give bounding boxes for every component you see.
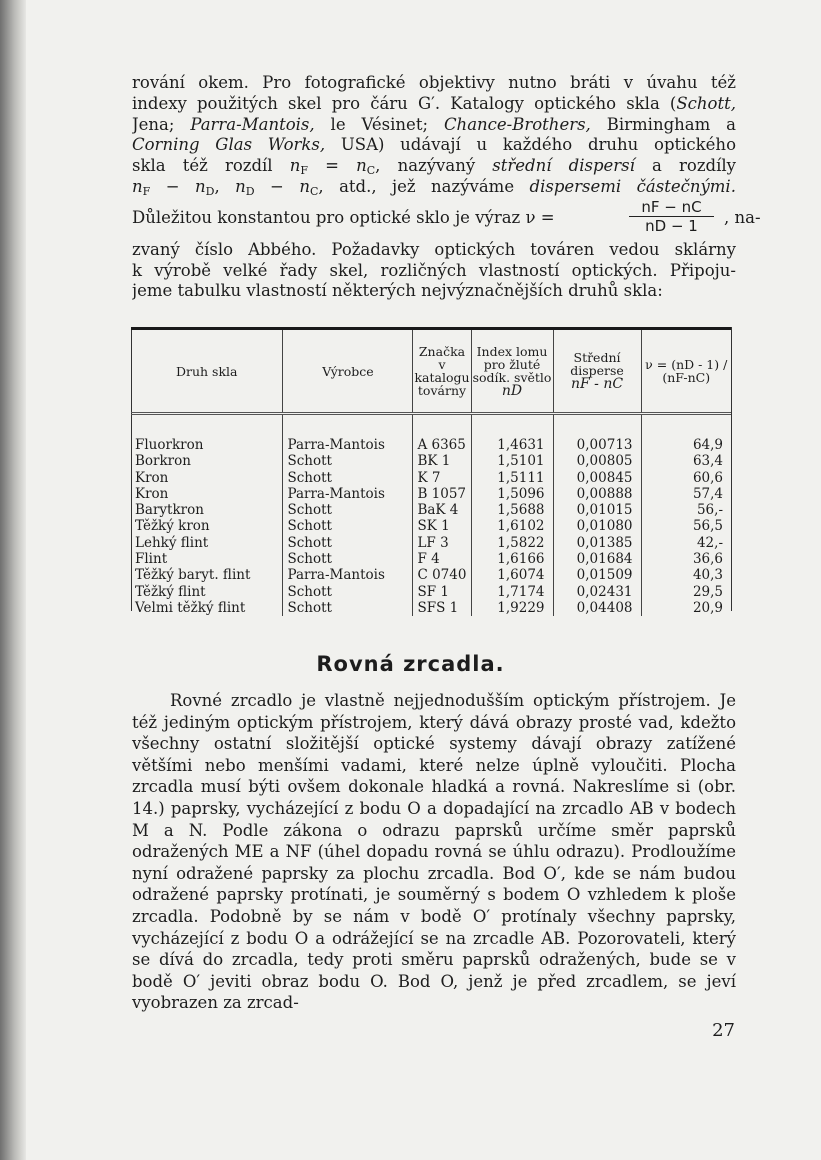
table-row — [131, 414, 731, 454]
table-row — [131, 518, 731, 534]
cell-maker: Schott — [283, 470, 413, 486]
cell-kind: Kron — [135, 485, 169, 502]
intro-paragraph — [132, 73, 761, 302]
table-right-border — [731, 327, 732, 611]
cell-maker: Parra-Mantois — [283, 414, 413, 454]
glass-properties-table — [131, 327, 731, 616]
table-header-row — [131, 329, 731, 414]
line-3: Jena; Parra-Mantois, le Vésinet; Chance-Brothers, Birmingham a — [132, 114, 736, 134]
line-5: skla též rozdíl $n_F = n_C$, nazývaný střední dispersí a rozdíly — [132, 156, 736, 177]
cell-maker: Schott — [283, 518, 413, 534]
cell-maker: Schott — [283, 551, 413, 567]
cell-disp: 0,04408 — [553, 600, 641, 616]
cell-maker: Schott — [283, 600, 413, 616]
line-9: k výrobě velké řady skel, rozličných vlastností optických. Připoju- — [132, 260, 736, 280]
cell-kind: Kron — [135, 469, 169, 486]
cell-kind: Flint — [135, 551, 168, 568]
cell-code: K 7 — [413, 470, 471, 486]
table-row — [131, 567, 731, 583]
line-8: zvaný číslo Abbého. Požadavky optických továren vedou sklárny — [132, 239, 736, 259]
page-number: 27 — [712, 1020, 735, 1041]
cell-disp: 0,01015 — [553, 502, 641, 518]
cell-nd: 1,5111 — [471, 470, 553, 486]
header-index: Index lomu pro žluté sodík. světlo nD — [471, 329, 553, 414]
cell-code: A 6365 — [413, 414, 471, 454]
header-dispersion: Střední disperse nF - nC — [553, 329, 641, 414]
cell-disp: 0,01509 — [553, 567, 641, 583]
cell-maker: Schott — [283, 535, 413, 551]
line-2: indexy použitých skel pro čáru G′. Katalogy optického skla (Schott, — [132, 93, 736, 113]
book-spine-shadow — [0, 0, 26, 1160]
cell-code: SK 1 — [413, 518, 471, 534]
cell-maker: Schott — [283, 584, 413, 600]
cell-abbe: 36,6 — [641, 551, 731, 567]
header-code: Značka v katalogu továrny — [413, 329, 471, 414]
cell-nd: 1,5101 — [471, 453, 553, 469]
cell-code: C 0740 — [413, 567, 471, 583]
header-kind: Druh skla — [131, 329, 283, 414]
table-row — [131, 600, 731, 616]
line-10: jeme tabulku vlastností některých nejvýznačnějších druhů skla: — [132, 281, 663, 301]
cell-nd: 1,4631 — [471, 414, 553, 454]
cell-kind: Fluorkron — [135, 437, 204, 453]
line-4: Corning Glas Works, USA) udávají u každého druhu optického — [132, 135, 736, 155]
cell-abbe: 60,6 — [641, 470, 731, 486]
cell-code: F 4 — [413, 551, 471, 567]
header-maker: Výrobce — [283, 329, 413, 414]
cell-abbe: 63,4 — [641, 453, 731, 469]
table-row — [131, 453, 731, 469]
cell-disp: 0,01684 — [553, 551, 641, 567]
cell-abbe: 57,4 — [641, 486, 731, 502]
cell-kind: Těžký kron — [135, 518, 210, 535]
line-6: $n_F - n_D$, $n_D - n_C$, atd., jež nazýváme dispersemi částečnými. — [132, 176, 736, 198]
cell-kind: Lehký flint — [135, 534, 209, 551]
cell-code: BaK 4 — [413, 502, 471, 518]
cell-maker: Schott — [283, 502, 413, 518]
cell-abbe: 64,9 — [641, 414, 731, 454]
cell-disp: 0,00713 — [553, 414, 641, 454]
section-paragraph: Rovné zrcadlo je vlastně nejjednodušším optickým přístrojem. Je též jediným optickým přístrojem, který dává obrazy prosté vad, kdežto všechny ostatní složitější optické systemy dávají obrazy zatížené většími nebo menšími vadami, které nelze úplně vyloučiti. Plocha zrcadla musí býti ovšem dokonale hladká a rovná. Nakreslíme si (obr. 14.) paprsky, vycházející z bodu O a dopadající na zrcadlo AB v bodech M a N. Podle zákona o odrazu paprsků určíme směr paprsků odražených ME a NF (úhel dopadu rovná se úhlu odrazu). Prodloužíme nyní odražené paprsky za plochu zrcadla. Bod O′, kde se nám budou odražené paprsky protínati, je souměrný s bodem O vzhledem k ploše zrcadla. Podobně by se nám v bodě O′ protínaly všechny paprsky, vycházející z bodu O a odrážející se na zrcadle AB. Pozorovateli, který se dívá do zrcadla, tedy proti směru paprsků odražených, bude se v bodě O′ jeviti obraz bodu O. Bod O, jenž je před zrcadlem, se jeví vyobrazen za zrcad- — [132, 691, 736, 1013]
cell-abbe: 56,- — [641, 502, 731, 518]
abbe-fraction: $\frac{nF - nC}{nD - 1}$ — [629, 198, 714, 235]
cell-kind: Borkron — [135, 453, 191, 470]
cell-maker: Schott — [283, 453, 413, 469]
cell-kind: Těžký flint — [135, 583, 206, 600]
line-1: rování okem. Pro fotografické objektivy nutno bráti v úvahu též — [132, 73, 736, 92]
cell-disp: 0,00805 — [553, 453, 641, 469]
cell-disp: 0,01385 — [553, 535, 641, 551]
cell-nd: 1,7174 — [471, 584, 553, 600]
cell-disp: 0,01080 — [553, 518, 641, 534]
cell-disp: 0,00845 — [553, 470, 641, 486]
table-row — [131, 486, 731, 502]
section-title: Rovná zrcadla. — [316, 652, 505, 676]
table-row — [131, 551, 731, 567]
cell-nd: 1,6102 — [471, 518, 553, 534]
cell-code: SFS 1 — [413, 600, 471, 616]
cell-kind: Těžký baryt. flint — [135, 567, 251, 584]
cell-maker: Parra-Mantois — [283, 567, 413, 583]
cell-code: SF 1 — [413, 584, 471, 600]
cell-maker: Parra-Mantois — [283, 486, 413, 502]
cell-abbe: 42,- — [641, 535, 731, 551]
cell-code: BK 1 — [413, 453, 471, 469]
cell-kind: Velmi těžký flint — [135, 599, 246, 616]
cell-nd: 1,6074 — [471, 567, 553, 583]
cell-nd: 1,5822 — [471, 535, 553, 551]
table-row — [131, 470, 731, 486]
cell-disp: 0,02431 — [553, 584, 641, 600]
cell-disp: 0,00888 — [553, 486, 641, 502]
table-row — [131, 502, 731, 518]
cell-nd: 1,5688 — [471, 502, 553, 518]
abbe-formula: Důležitou konstantou pro optické sklo je výraz ν = $\frac{nF - nC}{nD - 1}$ , na- — [132, 197, 761, 235]
cell-abbe: 20,9 — [641, 600, 731, 616]
cell-code: LF 3 — [413, 535, 471, 551]
table-row — [131, 584, 731, 600]
cell-nd: 1,5096 — [471, 486, 553, 502]
cell-abbe: 40,3 — [641, 567, 731, 583]
cell-abbe: 56,5 — [641, 518, 731, 534]
table-row — [131, 535, 731, 551]
cell-nd: 1,6166 — [471, 551, 553, 567]
cell-nd: 1,9229 — [471, 600, 553, 616]
cell-abbe: 29,5 — [641, 584, 731, 600]
cell-kind: Barytkron — [135, 502, 204, 519]
cell-code: B 1057 — [413, 486, 471, 502]
header-abbe: ν = (nD - 1) / (nF-nC) — [641, 329, 731, 414]
